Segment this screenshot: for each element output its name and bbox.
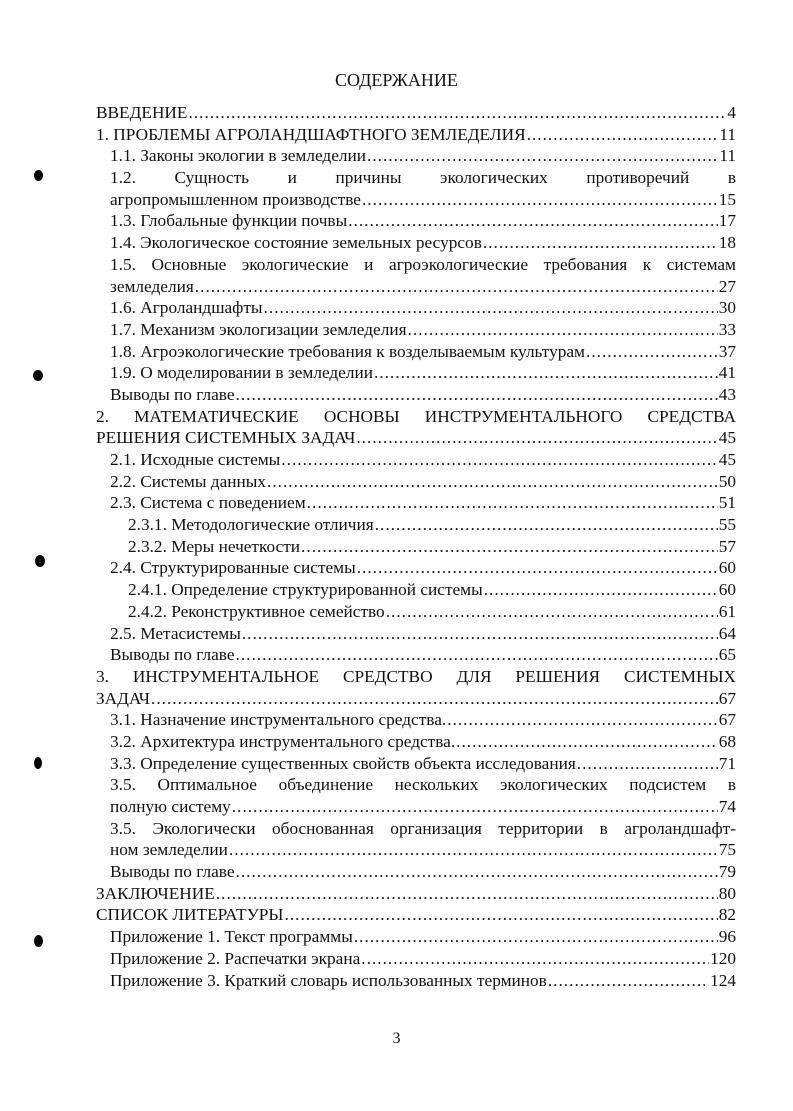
toc-entry	[96, 449, 736, 471]
dot-leader	[586, 341, 718, 363]
dot-leader	[361, 948, 709, 970]
toc-entry-title: ном земледелии	[110, 840, 228, 860]
toc-entry-title: 2.3. Система с поведением	[110, 493, 306, 513]
toc-page-number: 33	[718, 319, 736, 339]
dot-leader	[151, 688, 718, 710]
dot-leader	[216, 883, 718, 905]
toc-entry	[96, 579, 736, 601]
toc-entry	[96, 232, 736, 254]
toc-entry-title: Приложение 1. Текст программы	[110, 927, 353, 947]
dot-leader	[281, 449, 717, 471]
toc-entry-title: РЕШЕНИЯ СИСТЕМНЫХ ЗАДАЧ	[96, 428, 356, 448]
dot-leader	[527, 124, 719, 146]
toc-entry	[96, 601, 736, 623]
toc-entry-title-line: 1.5. Основные экологические и агроэкологические требования к системам	[110, 254, 736, 274]
toc-entry	[96, 818, 736, 861]
dot-leader	[264, 297, 718, 319]
toc-entry-title-line: 3. ИНСТРУМЕНТАЛЬНОЕ СРЕДСТВО ДЛЯ РЕШЕНИЯ СИСТЕМНЫХ	[96, 666, 736, 686]
toc-entry	[96, 102, 736, 124]
scan-mark	[35, 555, 45, 567]
toc-entry-title-line: 3.5. Оптимальное объединение нескольких экологических подсистем в	[110, 775, 736, 795]
toc-entry-title-line: 3.5. Экологически обоснованная организация территории в агроландшафт-	[110, 818, 736, 838]
toc-entry	[96, 145, 736, 167]
dot-leader	[348, 210, 718, 232]
toc-entry	[96, 644, 736, 666]
dot-leader	[307, 492, 718, 514]
toc-entry	[96, 492, 736, 514]
dot-leader	[236, 644, 718, 666]
toc-entry	[96, 557, 736, 579]
toc-page-number: 60	[718, 558, 736, 578]
toc-page-number: 41	[718, 363, 736, 383]
dot-leader	[236, 861, 718, 883]
dot-leader	[356, 427, 717, 449]
toc-entry-title: ЗАДАЧ	[96, 688, 151, 708]
toc-page-number: 4	[727, 103, 736, 122]
toc-page-number: 51	[718, 493, 736, 513]
toc-page-number: 18	[718, 233, 736, 253]
toc-entry	[96, 753, 736, 775]
toc-entry-title-line: 1.2. Сущность и причины экологических противоречий в	[110, 168, 736, 188]
toc-entry	[96, 406, 736, 449]
dot-leader	[483, 232, 718, 254]
dot-leader	[484, 579, 718, 601]
toc-entry-title: полную систему	[110, 797, 231, 816]
toc-page-number: 68	[718, 731, 736, 751]
dot-leader	[301, 536, 718, 558]
toc-entry	[96, 514, 736, 536]
table-of-contents	[96, 102, 736, 991]
toc-entry-title: 1.4. Экологическое состояние земельных ресурсов	[110, 233, 482, 253]
toc-entry-title: Выводы по главе	[110, 645, 235, 665]
dot-leader	[354, 926, 718, 948]
page-number: 3	[392, 1030, 401, 1047]
dot-leader	[374, 362, 718, 384]
toc-entry	[96, 362, 736, 384]
toc-page-number: 124	[710, 970, 736, 990]
toc-page-number: 57	[718, 536, 736, 556]
toc-entry	[96, 297, 736, 319]
dot-leader	[236, 384, 718, 406]
scan-mark	[33, 370, 43, 381]
toc-page-number: 74	[718, 797, 736, 816]
dot-leader	[367, 145, 718, 167]
toc-entry-title: 3.1. Назначение инструментального средства.	[110, 710, 447, 730]
toc-page-number: 45	[718, 450, 736, 469]
toc-page-number: 50	[718, 471, 736, 491]
toc-entry-title: 2.1. Исходные системы	[110, 450, 281, 469]
toc-entry	[96, 319, 736, 341]
toc-entry-title-line: 2. МАТЕМАТИЧЕСКИЕ ОСНОВЫ ИНСТРУМЕНТАЛЬНОГО СРЕДСТВА	[96, 406, 736, 426]
toc-page-number: 67	[718, 688, 736, 708]
toc-entry-title: 1.3. Глобальные функции почвы	[110, 211, 348, 231]
toc-page-number: 37	[718, 341, 736, 361]
toc-entry	[96, 904, 736, 926]
toc-entry	[96, 124, 736, 146]
dot-leader	[195, 276, 718, 298]
toc-page-number: 15	[718, 189, 736, 209]
toc-entry	[96, 384, 736, 406]
toc-page-number: 75	[718, 840, 736, 860]
toc-entry	[96, 341, 736, 363]
toc-page-number: 55	[718, 515, 736, 535]
toc-entry-title: 2.4.1. Определение структурированной системы	[128, 580, 483, 600]
toc-entry	[96, 861, 736, 883]
toc-page-number: 71	[718, 753, 736, 773]
toc-entry-title: Выводы по главе	[110, 384, 235, 404]
toc-page-number: 65	[718, 645, 736, 665]
toc-entry	[96, 536, 736, 558]
toc-entry-title: 1.7. Механизм экологизации земледелия	[110, 319, 407, 339]
scan-mark	[34, 757, 42, 769]
dot-leader	[375, 514, 718, 536]
toc-entry	[96, 167, 736, 210]
toc-entry-title: ВВЕДЕНИЕ	[96, 103, 188, 122]
toc-entry-title: 2.2. Системы данных	[110, 471, 266, 491]
toc-entry-title: СПИСОК ЛИТЕРАТУРЫ	[96, 905, 284, 925]
toc-entry-title: 3.2. Архитектура инструментального средства.	[110, 731, 456, 751]
dot-leader	[408, 319, 718, 341]
toc-entry	[96, 254, 736, 297]
dot-leader	[242, 623, 718, 645]
dot-leader	[362, 189, 718, 211]
dot-leader	[267, 471, 718, 493]
toc-entry-title: 1.6. Агроландшафты	[110, 298, 263, 318]
dot-leader	[386, 601, 718, 623]
toc-page-number: 27	[718, 276, 736, 296]
toc-entry-title: 1.8. Агроэкологические требования к возделываемым культурам	[110, 341, 585, 361]
scan-mark	[34, 170, 43, 181]
toc-entry-title: Приложение 3. Краткий словарь использованных терминов	[110, 970, 547, 990]
toc-entry	[96, 623, 736, 645]
dot-leader	[285, 904, 718, 926]
toc-entry-title: 2.5. Метасистемы	[110, 623, 241, 643]
toc-page-number: 82	[718, 905, 736, 925]
dot-leader	[548, 970, 709, 992]
toc-entry	[96, 709, 736, 731]
toc-page-number: 11	[719, 146, 736, 166]
toc-page-number: 45	[718, 428, 736, 448]
dot-leader	[229, 839, 718, 861]
toc-page-number: 30	[718, 298, 736, 318]
toc-page-number: 96	[718, 927, 736, 947]
toc-entry	[96, 210, 736, 232]
toc-page-number: 80	[718, 883, 736, 903]
toc-entry-title: ЗАКЛЮЧЕНИЕ	[96, 883, 215, 903]
toc-title: СОДЕРЖАНИЕ	[335, 70, 458, 90]
toc-page-number: 43	[718, 384, 736, 404]
toc-entry	[96, 471, 736, 493]
toc-page-number: 120	[710, 948, 736, 968]
dot-leader	[357, 557, 718, 579]
toc-entry-title: 2.3.1. Методологические отличия	[128, 515, 374, 535]
toc-page-number: 60	[718, 580, 736, 600]
toc-entry	[96, 948, 736, 970]
toc-entry	[96, 731, 736, 753]
dot-leader	[232, 796, 718, 818]
toc-entry-title: 2.4. Структурированные системы	[110, 558, 356, 578]
toc-entry	[96, 926, 736, 948]
dot-leader	[456, 731, 718, 753]
toc-entry-title: 1.9. О моделировании в земледелии	[110, 363, 373, 383]
toc-entry-title: 2.4.2. Реконструктивное семейство	[128, 601, 385, 621]
toc-entry-title: 3.3. Определение существенных свойств объекта исследования	[110, 753, 576, 773]
toc-page-number: 64	[718, 623, 736, 643]
toc-entry	[96, 970, 736, 992]
dot-leader	[188, 102, 726, 124]
toc-entry-title: земледелия	[110, 276, 194, 296]
dot-leader	[577, 753, 718, 775]
dot-leader	[447, 709, 718, 731]
toc-page-number: 67	[718, 710, 736, 730]
toc-entry	[96, 774, 736, 817]
toc-entry-title: 1. ПРОБЛЕМЫ АГРОЛАНДШАФТНОГО ЗЕМЛЕДЕЛИЯ	[96, 124, 526, 144]
scan-mark	[34, 935, 43, 947]
toc-page-number: 61	[718, 601, 736, 621]
toc-page-number: 79	[718, 862, 736, 882]
toc-entry-title: агропромышленном производстве	[110, 189, 361, 209]
toc-entry-title: Приложение 2. Распечатки экрана	[110, 948, 361, 968]
toc-page-number: 11	[719, 124, 736, 144]
toc-entry	[96, 666, 736, 709]
toc-entry	[96, 883, 736, 905]
toc-page-number: 17	[718, 211, 736, 231]
toc-entry-title: Выводы по главе	[110, 862, 235, 882]
toc-entry-title: 2.3.2. Меры нечеткости	[128, 536, 301, 556]
toc-entry-title: 1.1. Законы экологии в земледелии	[110, 146, 366, 166]
